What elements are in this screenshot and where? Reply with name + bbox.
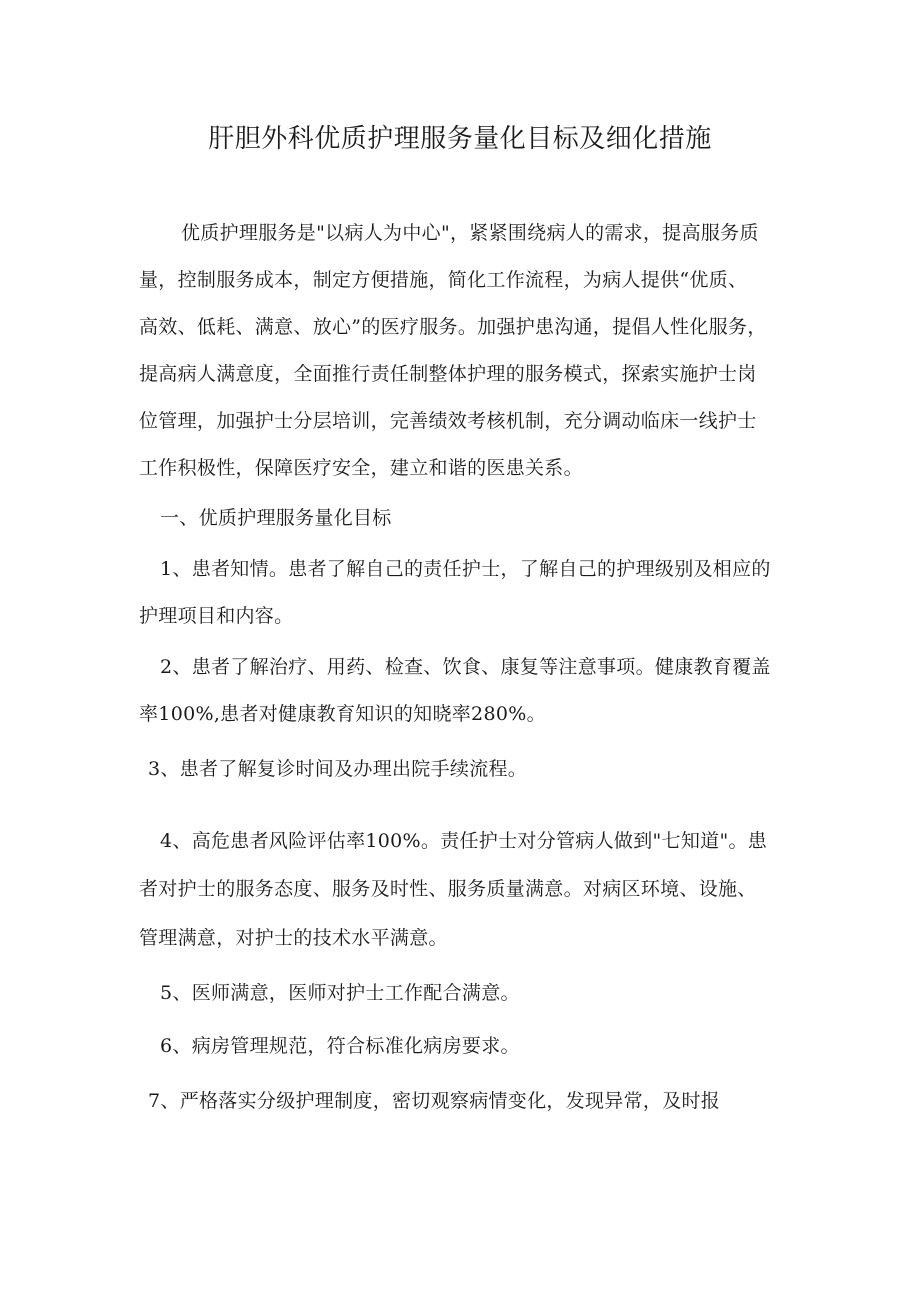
list-item-line: 者对护士的服务态度、服务及时性、服务质量满意。对病区环境、设施、 xyxy=(139,878,757,900)
list-item-line: 护理项目和内容。 xyxy=(139,605,294,627)
list-item-line: 3、患者了解复诊时间及办理出院手续流程。 xyxy=(148,758,528,780)
list-item-line: 管理满意，对护士的技术水平满意。 xyxy=(139,927,448,949)
intro-line: 优质护理服务是"以病人为中心"，紧紧围绕病人的需求，提高服务质 xyxy=(181,222,759,244)
intro-line: 量，控制服务成本，制定方便措施，简化工作流程，为病人提供“优质、 xyxy=(139,269,748,291)
list-item-line: 5、医师满意，医师对护士工作配合满意。 xyxy=(160,982,520,1004)
intro-line: 位管理，加强护士分层培训，完善绩效考核机制，充分调动临床一线护士 xyxy=(139,410,757,432)
document-title: 肝胆外科优质护理服务量化目标及细化措施 xyxy=(208,124,712,154)
list-item-line: 率100%,患者对健康教育知识的知晓率280%。 xyxy=(139,703,546,725)
intro-line: 工作积极性，保障医疗安全，建立和谐的医患关系。 xyxy=(139,457,583,479)
list-item-line: 6、病房管理规范，符合标准化病房要求。 xyxy=(160,1035,520,1057)
intro-line: 提高病人满意度，全面推行责任制整体护理的服务模式，探索实施护士岗 xyxy=(139,363,757,385)
intro-line: 高效、低耗、满意、放心”的医疗服务。加强护患沟通，提倡人性化服务， xyxy=(139,316,767,338)
list-item-line: 7、严格落实分级护理制度，密切观察病情变化，发现异常，及时报 xyxy=(148,1090,721,1112)
list-item-line: 2、患者了解治疗、用药、检查、饮食、康复等注意事项。健康教育覆盖 xyxy=(160,656,771,678)
section-heading: 一、优质护理服务量化目标 xyxy=(160,507,392,529)
list-item-line: 4、高危患者风险评估率100%。责任护士对分管病人做到"七知道"。患 xyxy=(160,830,768,852)
list-item-line: 1、患者知情。患者了解自己的责任护士，了解自己的护理级别及相应的 xyxy=(160,558,771,580)
